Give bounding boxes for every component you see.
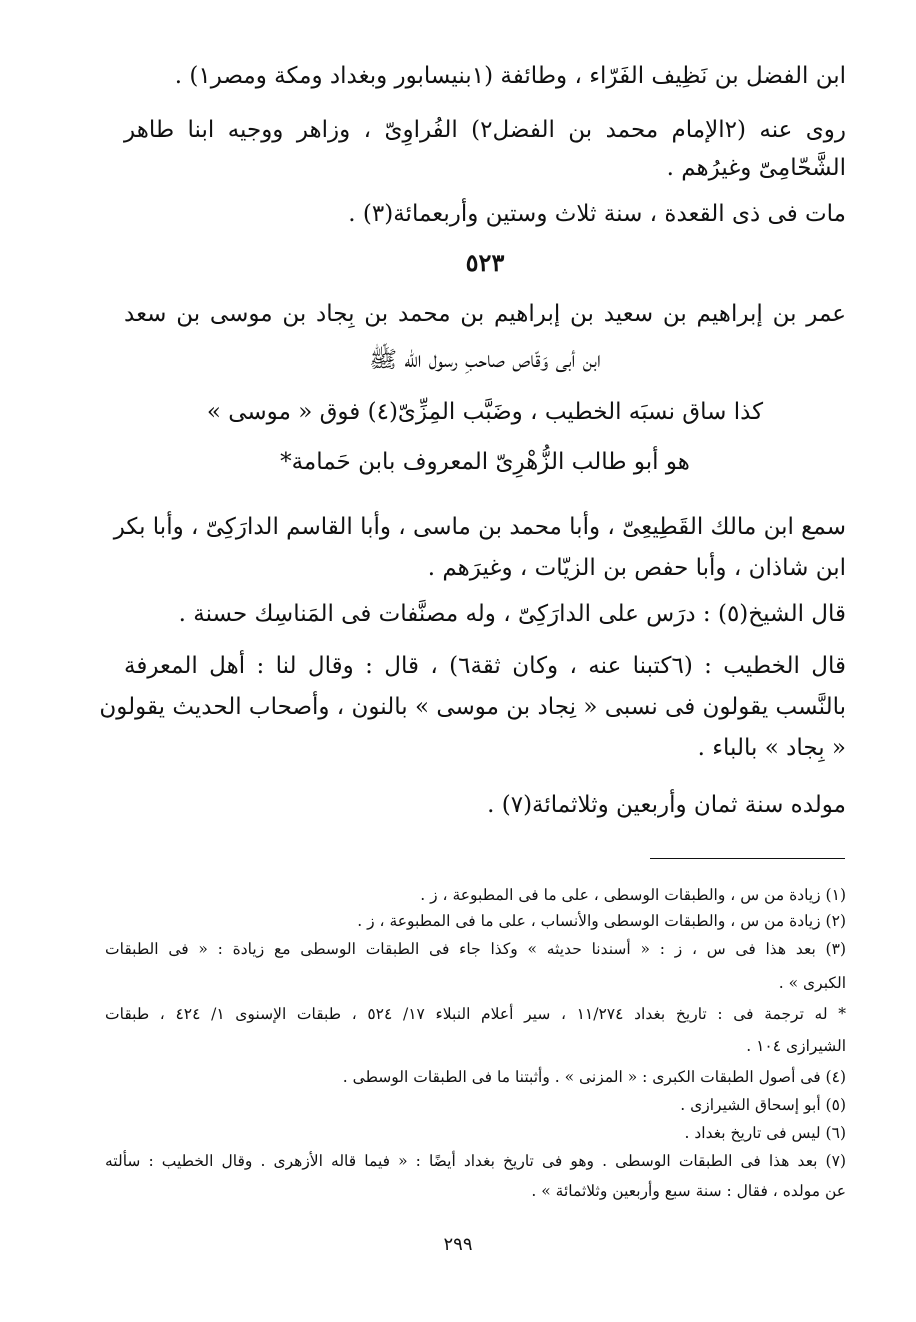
footnote-2: (٢) زيادة من س ، والطبقات الوسطى والأنساب ، على ما فى المطبوعة ، ز . [357, 912, 846, 930]
body-line-death: مات فى ذى القعدة ، سنة ثلاث وستين وأربعمائة(٣) . [348, 201, 846, 227]
page-number: ٢٩٩ [443, 1234, 473, 1255]
body-line-khatib-said: قال الخطيب : (٦كتبنا عنه ، وكان ثقة٦) ، قال : وقال لنا : أهل المعرفة [124, 653, 846, 679]
body-line-khatib-said-end: « بِجاد » بالباء . [697, 735, 846, 761]
footnote-6: (٦) ليس فى تاريخ بغداد . [684, 1124, 846, 1142]
body-line-khatib-said-cont: بالنَّسب يقولون فى نسبى « نِجاد بن موسى » بالنون ، وأصحاب الحديث يقولون [99, 694, 846, 720]
footnote-1: (١) زيادة من س ، والطبقات الوسطى ، على ما فى المطبوعة ، ز . [420, 886, 846, 904]
body-line-heard-cont: ابن شاذان ، وأبا حفص بن الزيّات ، وغيرَهم . [427, 555, 846, 581]
body-line-birth: مولده سنة ثمان وأربعين وثلاثمائة(٧) . [487, 792, 846, 818]
entry-heading-kunya: هو أبو طالب الزُّهْرِىّ المعروف بابن حَمامة* [280, 449, 690, 475]
footnote-7: (٧) بعد هذا فى الطبقات الوسطى . وهو فى تاريخ بغداد أيضًا : « فيما قاله الأزهرى . وقال الخطيب : سألته [105, 1152, 846, 1170]
entry-heading-name: عمر بن إبراهيم بن سعيد بن إبراهيم بن محمد بن بِجاد بن موسى بن سعد [124, 301, 846, 327]
footnote-5: (٥) أبو إسحاق الشيرازى . [680, 1096, 846, 1114]
footnote-4: (٤) فى أصول الطبقات الكبرى : « المزنى » . وأثبتنا ما فى الطبقات الوسطى . [342, 1068, 846, 1086]
footnote-separator [650, 858, 845, 859]
entry-heading-name-cont: ابن أبى وَقّاص صاحبِ رسول الله ﷺ [369, 347, 601, 373]
footnote-3: (٣) بعد هذا فى س ، ز : « أسندنا حديثه » وكذا جاء فى الطبقات الوسطى مع زيادة : « فى الطبقات [105, 940, 846, 958]
entry-number: ٥٢٣ [465, 248, 505, 277]
body-line-heard: سمع ابن مالك القَطِيعِىّ ، وأبا محمد بن ماسى ، وأبا القاسم الدارَكِىّ ، وأبا بكر [113, 514, 846, 540]
footnote-star-cont: الشيرازى ١٠٤ . [746, 1037, 846, 1055]
footnote-star: * له ترجمة فى : تاريخ بغداد ١١/٢٧٤ ، سير أعلام النبلاء ١٧/ ٥٢٤ ، طبقات الإسنوى ١/ ٤٢٤ ، طبقات [105, 1005, 846, 1023]
footnote-3-cont: الكبرى » . [778, 974, 846, 992]
body-line-shaykh-said: قال الشيخ(٥) : درَس على الدارَكِىّ ، وله مصنَّفات فى المَناسِك حسنة . [178, 601, 846, 627]
entry-heading-lineage-note: كذا ساق نسبَه الخطيب ، وضَبَّب المِزِّىّ(٤) فوق « موسى » [206, 399, 764, 425]
body-line-continuation: ابن الفضل بن نَظِيف الفَرّاء ، وطائفة (١بنيسابور وبغداد ومكة ومصر١) . [174, 63, 846, 89]
body-line-narrators: روى عنه (٢الإمام محمد بن الفضل٢) الفُراوِىّ ، وزاهر ووجيه ابنا طاهر [124, 117, 847, 143]
footnote-7-cont: عن مولده ، فقال : سنة سبع وأربعين وثلاثمائة » . [531, 1182, 846, 1200]
body-line-narrators-cont: الشَّحّامِىّ وغيرُهم . [666, 155, 846, 181]
